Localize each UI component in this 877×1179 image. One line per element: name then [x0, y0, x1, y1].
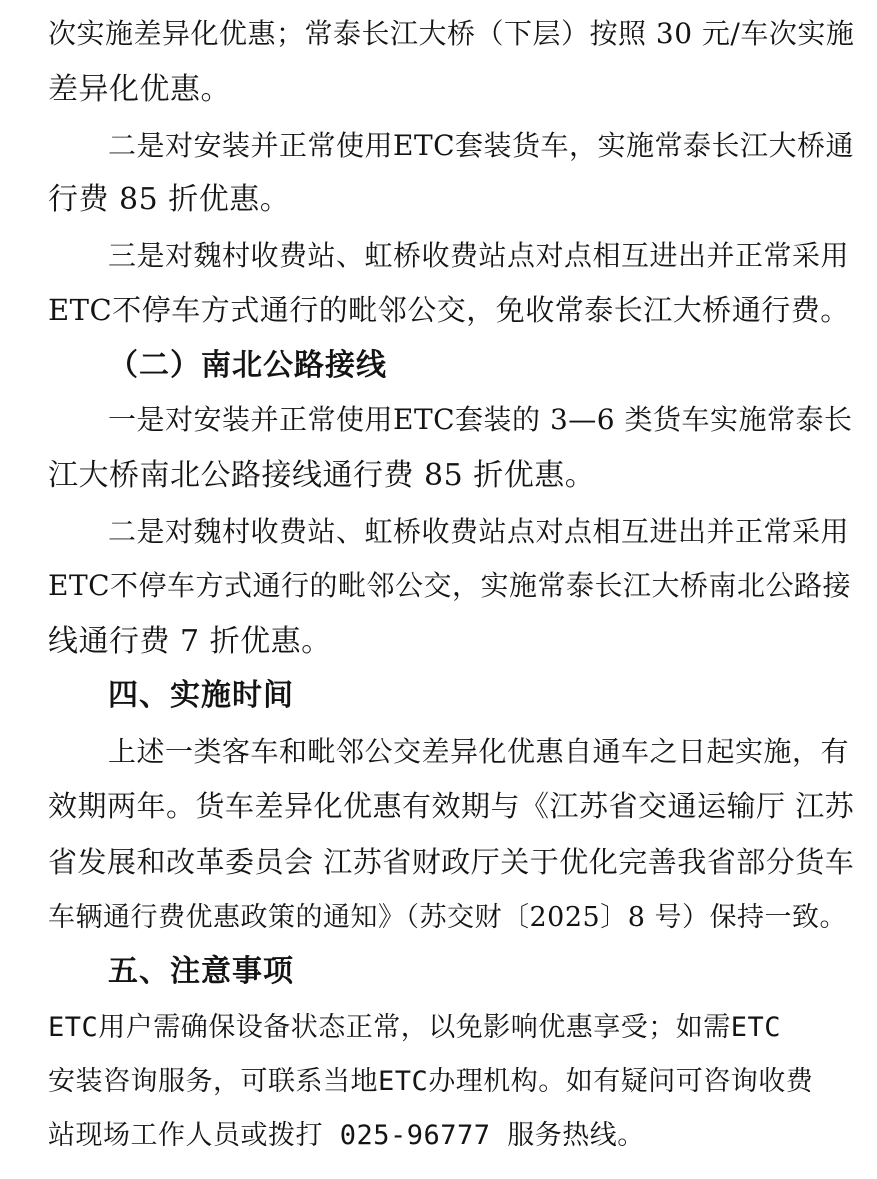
- text-line: 站现场工作人员或拨打 025-96777 服务热线。: [48, 1120, 645, 1151]
- text-line: 一是对安装并正常使用ETC套装的 3—6 类货车实施常泰长: [108, 403, 853, 436]
- section-heading: 四、实施时间: [108, 678, 294, 713]
- text-line: 次实施差异化优惠；常泰长江大桥（下层）按照 30 元/车次实施: [48, 17, 855, 50]
- text-line: 三是对魏村收费站、虹桥收费站点对点相互进出并正常采用: [108, 239, 850, 272]
- text-line: 二是对安装并正常使用ETC套装货车，实施常泰长江大桥通: [108, 129, 855, 162]
- text-line: ETC不停车方式通行的毗邻公交，实施常泰长江大桥南北公路接: [48, 569, 852, 602]
- section-heading: 五、注意事项: [108, 954, 294, 989]
- text-line: 省发展和改革委员会 江苏省财政厅关于优化完善我省部分货车: [48, 845, 855, 879]
- text-line: 线通行费 7 折优惠。: [48, 624, 332, 659]
- section-heading: （二）南北公路接线: [108, 348, 387, 383]
- text-line: 行费 85 折优惠。: [48, 182, 291, 217]
- text-line: 效期两年。货车差异化优惠有效期与《江苏省交通运输厅 江苏: [48, 789, 855, 823]
- text-line: 江大桥南北公路接线通行费 85 折优惠。: [48, 458, 596, 493]
- text-line: 差异化优惠。: [48, 72, 231, 107]
- text-line: ETC不停车方式通行的毗邻公交，免收常泰长江大桥通行费。: [48, 293, 850, 327]
- text-line: 上述一类客车和毗邻公交差异化优惠自通车之日起实施，有: [108, 735, 850, 768]
- text-line: 二是对魏村收费站、虹桥收费站点对点相互进出并正常采用: [108, 515, 850, 548]
- text-line: ETC用户需确保设备状态正常，以免影响优惠享受；如需ETC: [48, 1012, 782, 1043]
- text-line: 车辆通行费优惠政策的通知》（苏交财〔2025〕8 号）保持一致。: [48, 902, 847, 933]
- text-line: 安装咨询服务，可联系当地ETC办理机构。如有疑问可咨询收费: [48, 1066, 814, 1097]
